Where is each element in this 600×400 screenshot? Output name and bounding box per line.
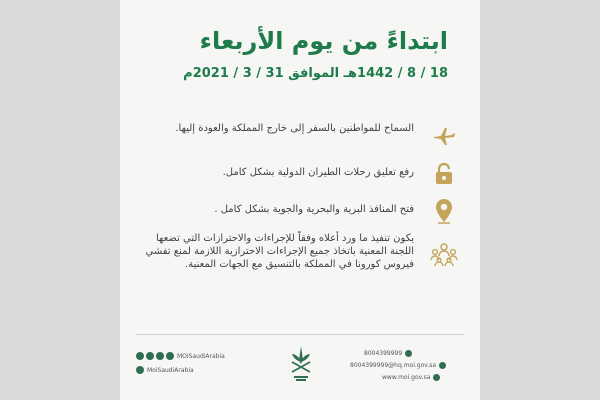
footer-divider	[136, 334, 464, 335]
social-icons-2	[136, 366, 144, 374]
contact-phone[interactable]	[364, 350, 412, 357]
announcement-card	[120, 0, 480, 400]
item-text: السماح للمواطنين بالسفر إلى خارج المملكة والعودة إليها.	[175, 123, 414, 134]
email-address[interactable]: 8004399999@hq.moi.gov.sa	[350, 362, 437, 369]
facebook-icon	[136, 366, 144, 374]
website-link[interactable]: www.moi.gov.sa	[382, 374, 431, 381]
list-item	[142, 232, 458, 292]
phone-number[interactable]: 8004399999	[364, 350, 403, 357]
emblem-logo	[288, 344, 314, 384]
twitter-icon	[136, 352, 144, 360]
unlock-icon	[430, 160, 458, 188]
phone-icon	[405, 350, 412, 357]
globe-icon	[433, 374, 440, 381]
list-item	[142, 122, 458, 162]
contact-website[interactable]	[382, 374, 440, 381]
location-pin-icon	[430, 197, 458, 225]
social-icons	[136, 352, 174, 360]
date-line: 18 / 8 / 1442هـ الموافق 31 / 3 / 2021م	[183, 66, 448, 81]
email-icon	[439, 362, 446, 369]
snapchat-icon	[166, 352, 174, 360]
item-text: رفع تعليق رحلات الطيران الدولية بشكل كامل.	[222, 167, 414, 178]
list-item	[142, 160, 458, 200]
youtube-icon	[146, 352, 154, 360]
social-row-2[interactable]	[136, 366, 194, 374]
social-row-1[interactable]	[136, 352, 225, 360]
airplane-icon	[430, 122, 458, 150]
item-text: فتح المنافذ البرية والبحرية والجوية بشكل كامل .	[214, 204, 414, 215]
page-title: ابتداءً من يوم الأربعاء	[199, 27, 448, 55]
item-text: يكون تنفيذ ما ورد أعلاه وفقاً للإجراءات والاحترازات التي تضعها اللجنة المعنية باتخاذ جميع الإجراءات الاحترازية اللازمة لمنع تفشي فيروس كورونا في المملكة بالتنسيق مع الجهات المعنية.	[145, 233, 414, 270]
people-group-icon	[430, 240, 458, 268]
instagram-icon	[156, 352, 164, 360]
social-handle-1[interactable]: MOISaudiArabia	[177, 352, 225, 360]
list-item	[142, 197, 458, 237]
contact-email[interactable]	[350, 362, 446, 369]
social-handle-2[interactable]: MoiSaudiArabia	[147, 366, 194, 374]
